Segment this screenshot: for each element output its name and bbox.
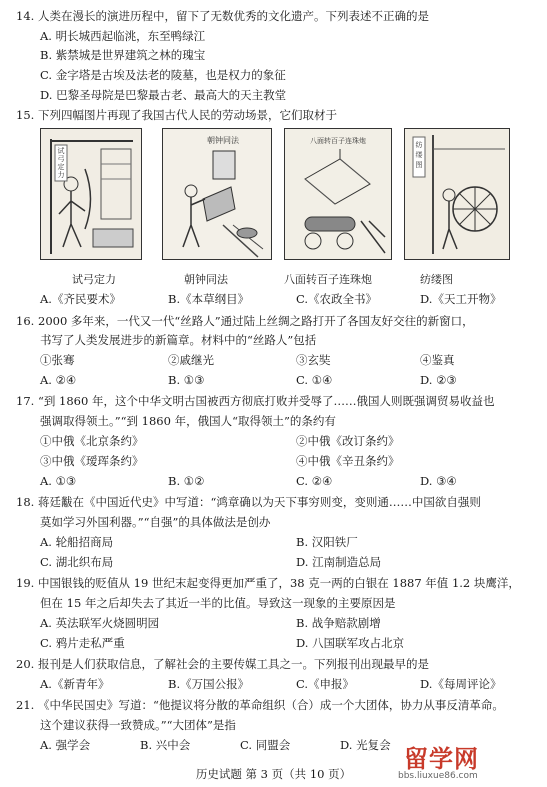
q17-options [40,473,530,489]
caption-spinning: 纺缕图 [420,273,453,286]
q20-stem: 20. 报刊是人们获取信息，了解社会的主要传媒工具之一。下列报刊出现最早的是 [16,657,429,671]
q18-options-row1 [40,534,530,550]
q19-stem-line1: 19. 中国银钱的贬值从 19 世纪末起变得更加严重了，38 克一两的白银在 1887 年值 1.2 块鹰洋， [16,576,520,590]
q17-item-2: ②中俄《改订条约》 [296,434,400,448]
q16-option-c: C. ①④ [296,373,333,387]
svg-text:纺: 纺 [415,141,423,149]
q17-stem-line1: 17. “到 1860 年，这个中华文明古国被西方彻底打败并受辱了……俄国人则既强调贸易收益也 [16,394,495,408]
q20-options [40,676,530,692]
svg-text:定: 定 [57,163,65,171]
svg-text:朝钟同法: 朝钟同法 [207,136,239,145]
picture-bell-casting [162,128,272,260]
q20-option-d: D.《每周评论》 [420,677,502,691]
q18-option-c: C. 湖北织布局 [40,555,114,569]
q19-options-row1 [40,615,530,631]
q21-option-d: D. 光复会 [340,738,391,752]
q15-picture-row [40,128,508,258]
spinning-illustration [405,129,509,259]
q21-stem-line1: 21. 《中华民国史》写道：“他提议将分散的革命组织（合）成一个大团体，协力从事反清革命。 [16,698,504,712]
caption-bow-testing: 试弓定力 [72,273,116,286]
watermark-url: bbs.liuxue86.com [398,771,478,781]
q17-option-b: B. ①② [168,474,205,488]
q20-option-c: C.《申报》 [296,677,355,691]
q19-options-row2 [40,635,530,651]
bell-casting-illustration [163,129,271,259]
q16-stem-line2: 书写了人类发展进步的新篇章。材料中的“丝路人”包括 [40,333,317,347]
q20-option-b: B.《万国公报》 [168,677,250,691]
bow-testing-illustration [41,129,141,259]
watermark-logo: 留学网 [404,745,479,773]
q15-option-a: A.《齐民要术》 [40,292,121,306]
svg-text:力: 力 [57,171,65,179]
q17-item-3: ③中俄《瑷珲条约》 [40,454,144,468]
q17-stem-line2: 强调取得领土。”“到 1860 年，俄国人“取得领土”的条约有 [40,414,336,428]
svg-text:缕: 缕 [415,151,423,159]
q19-stem-line2: 但在 15 年之后却失去了其近一半的比值。导致这一现象的主要原因是 [40,596,396,610]
q17-items-row2 [40,453,530,469]
q16-options [40,372,530,388]
svg-text:八面转百子连珠炮: 八面转百子连珠炮 [310,137,366,145]
svg-text:弓: 弓 [57,155,65,163]
q17-option-d: D. ③④ [420,474,457,488]
q16-option-b: B. ①③ [168,373,205,387]
q21-option-a: A. 强学会 [40,738,91,752]
page-footer: 历史试题 第 3 页（共 10 页） [195,767,352,781]
q15-option-b: B.《本草纲目》 [168,292,250,306]
q18-stem-line2: 莫如学习外国利器。”“自强”的具体做法是创办 [40,515,271,529]
q20-option-a: A.《新青年》 [40,677,110,691]
q16-stem-line1: 16. 2000 多年来，一代又一代“丝路人”通过陆上丝绸之路打开了各国友好交往的新窗口， [16,314,474,328]
q19-option-d: D. 八国联军攻占北京 [296,636,405,650]
q16-option-a: A. ②④ [40,373,77,387]
bow-testing-inner-title [55,145,67,181]
picture-bow-testing [40,128,142,260]
q14-option-d: D. 巴黎圣母院是巴黎最古老、最高大的天主教堂 [40,88,287,102]
caption-bell-casting: 朝钟同法 [184,273,228,286]
q17-items-row1 [40,433,530,449]
q16-items [40,352,530,368]
q16-item-1: ①张骞 [40,353,75,367]
q21-options [40,737,391,753]
q18-option-b: B. 汉阳铁厂 [296,535,358,549]
q15-options [40,291,530,307]
q19-option-c: C. 鸦片走私严重 [40,636,125,650]
caption-cannon: 八面转百子连珠炮 [284,273,372,286]
q19-option-a: A. 英法联军火烧圆明园 [40,616,160,630]
picture-spinning [404,128,510,260]
q17-item-1: ①中俄《北京条约》 [40,434,144,448]
q16-item-2: ②戚继光 [168,353,214,367]
q19-option-b: B. 战争赔款剧增 [296,616,381,630]
q17-option-a: A. ①③ [40,474,77,488]
q17-item-4: ④中俄《辛丑条约》 [296,454,400,468]
q18-option-a: A. 轮船招商局 [40,535,114,549]
q16-item-4: ④鉴真 [420,353,455,367]
svg-text:图: 图 [415,161,423,169]
q15-option-c: C.《农政全书》 [296,292,378,306]
q21-option-b: B. 兴中会 [140,738,191,752]
picture-cannon [284,128,392,260]
q15-stem: 15. 下列四幅图片再现了我国古代人民的劳动场景，它们取材于 [16,108,337,122]
q18-option-d: D. 江南制造总局 [296,555,382,569]
q14-option-c: C. 金字塔是古埃及法老的陵墓，也是权力的象征 [40,68,286,82]
q21-option-c: C. 同盟会 [240,738,291,752]
q18-stem-line1: 18. 蒋廷黻在《中国近代史》中写道：“鸿章确以为天下事穷则变，变则通……中国欲自强则 [16,495,481,509]
q14-option-b: B. 紫禁城是世界建筑之林的瑰宝 [40,48,206,62]
q14-stem: 14. 人类在漫长的演进历程中，留下了无数优秀的文化遗产。下列表述不正确的是 [16,9,429,23]
q14-option-a: A. 明长城西起临洮，东至鸭绿江 [40,29,206,43]
q16-item-3: ③玄奘 [296,353,331,367]
q17-option-c: C. ②④ [296,474,333,488]
cannon-illustration [285,129,391,259]
svg-text:试: 试 [57,147,65,155]
q15-option-d: D.《天工开物》 [420,292,502,306]
q18-options-row2 [40,554,530,570]
q21-stem-line2: 这个建议获得一致赞成。”“大团体”是指 [40,718,236,732]
q16-option-d: D. ②③ [420,373,457,387]
